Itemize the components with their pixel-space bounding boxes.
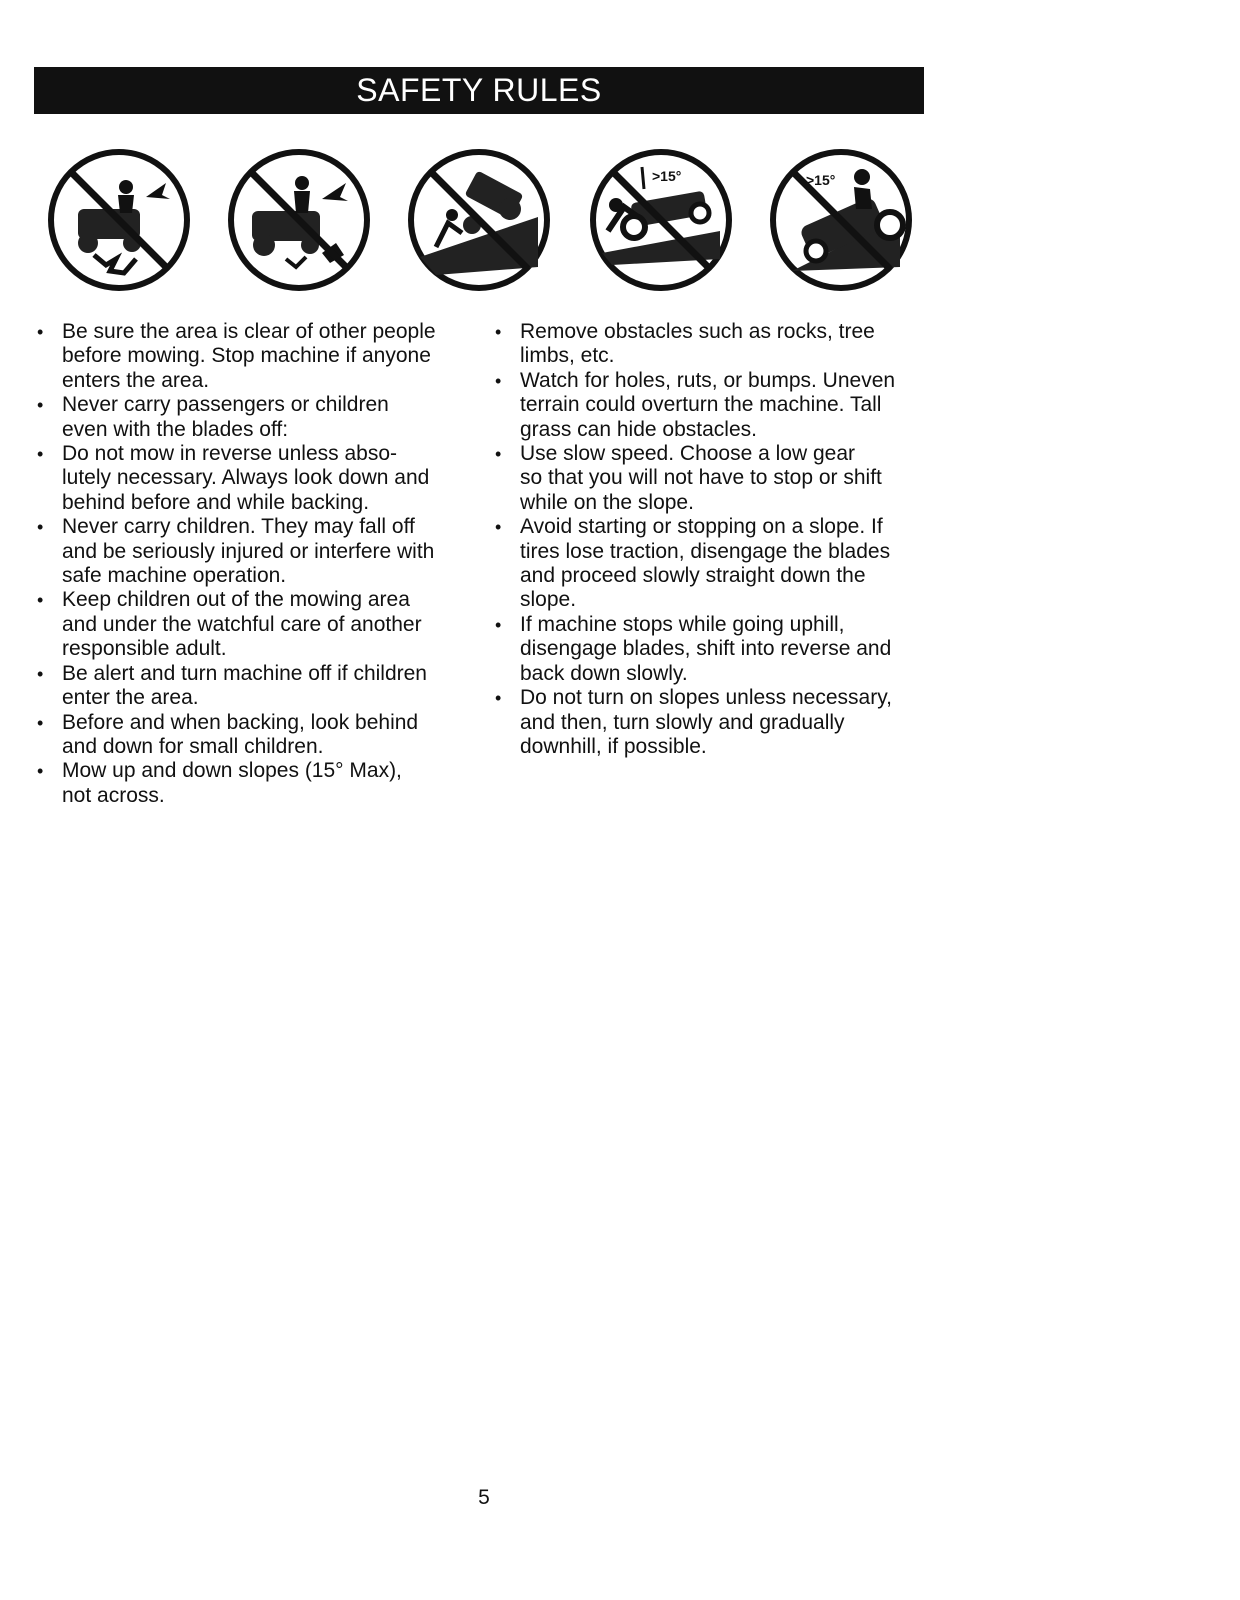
page-title: SAFETY RULES bbox=[356, 72, 602, 108]
list-item: • Be alert and turn machine off if children enter the area. bbox=[36, 662, 476, 711]
list-item: • Mow up and down slopes (15° Max), not across. bbox=[36, 759, 476, 808]
list-item: • Watch for holes, ruts, or bumps. Uneven terrain could overturn the machine. Tall grass can hide obstacles. bbox=[494, 369, 934, 442]
safety-icons-row bbox=[0, 0, 1240, 320]
list-item: • Never carry children. They may fall off and be seriously injured or interfere with safe machine operation. bbox=[36, 515, 476, 588]
slope-angle-label: >15° bbox=[806, 172, 836, 188]
slope-angle-label: >15° bbox=[652, 168, 682, 184]
no-mowing-in-reverse-icon bbox=[406, 147, 552, 293]
list-item: • Use slow speed. Choose a low gear so that you will not have to stop or shift while on the slope. bbox=[494, 442, 934, 515]
list-item: • If machine stops while going uphill, disengage blades, shift into reverse and back down slowly. bbox=[494, 613, 934, 686]
safety-rules-right-column bbox=[494, 320, 934, 759]
slope-over-15-tip-icon bbox=[588, 147, 734, 293]
list-item: • Remove obstacles such as rocks, tree limbs, etc. bbox=[494, 320, 934, 369]
list-item: • Keep children out of the mowing area and under the watchful care of another responsible adult. bbox=[36, 588, 476, 661]
page-number: 5 bbox=[478, 1486, 490, 1509]
list-item: • Before and when backing, look behind and down for small children. bbox=[36, 711, 476, 760]
list-item: • Avoid starting or stopping on a slope. If tires lose traction, disengage the blades and proceed slowly straight down the slope. bbox=[494, 515, 934, 613]
list-item: • Never carry passengers or children even with the blades off: bbox=[36, 393, 476, 442]
no-bystanders-icon bbox=[46, 147, 192, 293]
list-item: • Do not mow in reverse unless abso- lutely necessary. Always look down and behind before and while backing. bbox=[36, 442, 476, 515]
list-item: • Do not turn on slopes unless necessary, and then, turn slowly and gradually downhill, if possible. bbox=[494, 686, 934, 759]
list-item: • Be sure the area is clear of other people before mowing. Stop machine if anyone enters the area. bbox=[36, 320, 476, 393]
safety-rules-left-column bbox=[36, 320, 476, 808]
no-passengers-icon bbox=[226, 147, 372, 293]
slope-15-max-icon bbox=[768, 147, 914, 293]
